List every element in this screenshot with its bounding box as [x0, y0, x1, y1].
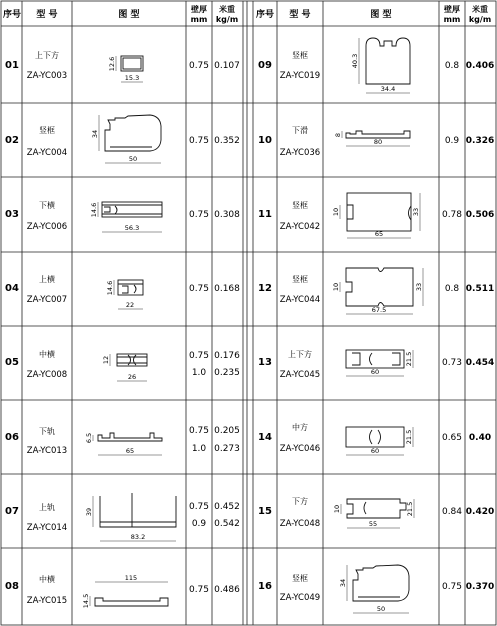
- row-code: ZA-YC036: [279, 148, 321, 158]
- row-name: 竖框: [292, 201, 308, 210]
- row-code: ZA-YC048: [279, 519, 321, 529]
- row-weight: 0.107: [214, 61, 240, 71]
- row-name: 竖框: [292, 51, 308, 60]
- dim-height: 6.5: [85, 432, 93, 444]
- row-thickness: 0.75: [188, 426, 210, 436]
- row-code: ZA-YC046: [279, 444, 321, 454]
- dim-height: 21.5: [406, 501, 414, 517]
- row-thickness: 0.8: [444, 61, 460, 71]
- row-number: 02: [5, 135, 19, 146]
- profile-diagram-05: [102, 354, 147, 381]
- row-weight: 0.176: [214, 351, 240, 361]
- header-seq-right: 序号: [255, 10, 275, 20]
- profile-diagram-10: [334, 131, 410, 146]
- row-number: 10: [258, 135, 272, 146]
- row-code: ZA-YC044: [279, 295, 321, 305]
- header-weight-unit: kg/m: [215, 15, 239, 24]
- row-weight: 0.370: [465, 582, 495, 592]
- row-number: 12: [258, 283, 272, 294]
- dim-width: 80: [373, 138, 383, 146]
- profile-diagram-08: [82, 574, 168, 608]
- row-name: 竖框: [292, 574, 308, 583]
- row-number: 05: [5, 357, 19, 368]
- header-weight-right: 米重: [472, 5, 488, 14]
- header-diagram-right: 图 型: [370, 10, 392, 20]
- dim-width: 55: [368, 520, 378, 528]
- row-number: 11: [258, 209, 272, 220]
- row-thickness: 0.75: [441, 582, 463, 592]
- profile-diagram-11: [332, 193, 420, 238]
- row-weight: 0.506: [465, 210, 495, 220]
- row-name: 中方: [292, 423, 308, 432]
- header-thickness-unit: mm: [190, 15, 208, 24]
- dim-width: 22: [125, 301, 135, 309]
- dim-width: 34.4: [380, 85, 396, 93]
- row-weight: 0.308: [214, 210, 240, 220]
- header-weight: 米重: [219, 5, 235, 14]
- dim-height: 40.3: [351, 53, 359, 69]
- row-weight: 0.511: [465, 284, 495, 294]
- dim-height: 14.6: [90, 202, 98, 218]
- row-number: 04: [5, 283, 19, 294]
- row-code: ZA-YC007: [26, 295, 68, 305]
- row-weight: 0.420: [465, 507, 495, 517]
- profile-diagram-12: [332, 268, 423, 314]
- dim-width: 65: [374, 230, 384, 238]
- dim-height: 8: [334, 132, 342, 138]
- dim-width: 60: [370, 447, 380, 455]
- row-code: ZA-YC014: [26, 523, 68, 533]
- row-number: 15: [258, 506, 272, 517]
- row-thickness: 0.84: [441, 507, 463, 517]
- row-thickness-alt: 1.0: [191, 444, 207, 454]
- row-name: 上轨: [39, 503, 55, 512]
- profile-diagram-09: [351, 38, 410, 93]
- row-thickness: 0.73: [441, 358, 463, 368]
- profile-diagram-06: [85, 433, 162, 455]
- dim-left: 10: [333, 504, 341, 514]
- row-code: ZA-YC008: [26, 370, 68, 380]
- row-thickness-alt: 1.0: [191, 368, 207, 378]
- row-thickness: 0.9: [444, 136, 460, 146]
- dim-width: 26: [127, 373, 137, 381]
- row-thickness: 0.78: [441, 210, 463, 220]
- profile-diagram-15: [333, 499, 414, 528]
- row-code: ZA-YC042: [279, 222, 321, 232]
- row-name: 竖框: [292, 275, 308, 284]
- row-weight-alt: 0.542: [214, 519, 240, 529]
- row-name: 上横: [39, 275, 55, 284]
- dim-height: 34: [339, 578, 347, 588]
- row-number: 16: [258, 581, 272, 592]
- left-rows: [5, 50, 240, 609]
- profile-diagram-03: [90, 202, 162, 232]
- row-number: 14: [258, 432, 272, 443]
- header-model: 型 号: [36, 10, 58, 20]
- row-thickness: 0.75: [188, 136, 210, 146]
- dim-height: 21.5: [405, 351, 413, 367]
- dim-width: 15.3: [124, 74, 140, 82]
- row-weight: 0.352: [214, 136, 240, 146]
- dim-height: 12.6: [108, 56, 116, 72]
- header-seq: 序号: [2, 10, 22, 20]
- row-name: 竖框: [39, 126, 55, 135]
- row-name: 中横: [39, 575, 55, 584]
- dim-height: 12: [102, 355, 110, 365]
- row-weight: 0.452: [214, 502, 240, 512]
- dim-width: 60: [370, 368, 380, 376]
- row-thickness: 0.75: [188, 502, 210, 512]
- row-code: ZA-YC015: [26, 596, 68, 606]
- header-thickness: 壁厚: [191, 5, 207, 14]
- row-code: ZA-YC003: [26, 71, 68, 81]
- dim-height: 33: [412, 207, 420, 217]
- row-weight: 0.454: [465, 358, 495, 368]
- dim-width: 50: [376, 605, 386, 613]
- row-number: 08: [5, 581, 19, 592]
- profile-diagram-01: [108, 56, 143, 82]
- row-number: 03: [5, 209, 19, 220]
- row-code: ZA-YC045: [279, 370, 321, 380]
- row-thickness: 0.75: [188, 284, 210, 294]
- row-number: 13: [258, 357, 272, 368]
- table-grid: [1, 1, 496, 625]
- header-weight-unit-right: kg/m: [468, 15, 492, 24]
- row-name: 下横: [39, 201, 55, 210]
- row-code: ZA-YC049: [279, 593, 321, 603]
- row-name: 上下方: [288, 350, 312, 359]
- dim-height: 39: [85, 507, 93, 517]
- row-code: ZA-YC013: [26, 446, 68, 456]
- row-code: ZA-YC006: [26, 222, 68, 232]
- row-weight: 0.406: [465, 61, 495, 71]
- dim-width: 50: [128, 155, 138, 163]
- row-thickness-alt: 0.9: [191, 519, 207, 529]
- row-number: 07: [5, 506, 19, 517]
- header-thickness-right: 壁厚: [444, 5, 460, 14]
- dim-width: 56.3: [124, 224, 140, 232]
- row-code: ZA-YC019: [279, 71, 321, 81]
- row-weight: 0.40: [468, 433, 492, 443]
- row-name: 下方: [292, 497, 308, 506]
- row-number: 06: [5, 432, 19, 443]
- row-thickness: 0.65: [441, 433, 463, 443]
- row-thickness: 0.8: [444, 284, 460, 294]
- row-code: ZA-YC004: [26, 148, 68, 158]
- profile-diagram-16: [339, 565, 409, 613]
- profile-diagram-04: [106, 280, 143, 309]
- row-thickness: 0.75: [188, 210, 210, 220]
- dim-width: 67.5: [371, 306, 387, 314]
- row-weight: 0.326: [465, 136, 495, 146]
- profile-diagram-13: [346, 350, 413, 376]
- profile-diagram-07: [85, 493, 176, 541]
- row-number: 09: [258, 60, 272, 71]
- row-weight-alt: 0.273: [214, 444, 240, 454]
- row-thickness: 0.75: [188, 585, 210, 595]
- profile-diagram-02: [91, 115, 161, 163]
- row-weight: 0.486: [214, 585, 240, 595]
- dim-left: 10: [332, 282, 340, 292]
- dim-height: 14.6: [106, 280, 114, 296]
- dim-width: 83.2: [130, 533, 146, 541]
- row-weight-alt: 0.235: [214, 368, 240, 378]
- row-number: 01: [5, 60, 19, 71]
- dim-height: 34: [91, 129, 99, 139]
- dim-left: 10: [332, 207, 340, 217]
- header-thickness-unit-right: mm: [443, 15, 461, 24]
- row-name: 中横: [39, 350, 55, 359]
- dim-width: 115: [124, 574, 138, 582]
- row-weight: 0.205: [214, 426, 240, 436]
- profile-diagram-14: [346, 427, 413, 455]
- header-model-right: 型 号: [289, 10, 311, 20]
- dim-height: 14.5: [82, 593, 90, 609]
- row-weight: 0.168: [214, 284, 240, 294]
- dim-width: 65: [125, 447, 135, 455]
- row-name: 上下方: [35, 51, 59, 60]
- dim-height: 33: [415, 282, 423, 292]
- row-name: 下滑: [292, 126, 308, 135]
- row-thickness: 0.75: [188, 61, 210, 71]
- dim-height: 21.5: [405, 429, 413, 445]
- row-thickness: 0.75: [188, 351, 210, 361]
- row-name: 下轨: [39, 427, 55, 436]
- header-diagram: 图 型: [118, 10, 140, 20]
